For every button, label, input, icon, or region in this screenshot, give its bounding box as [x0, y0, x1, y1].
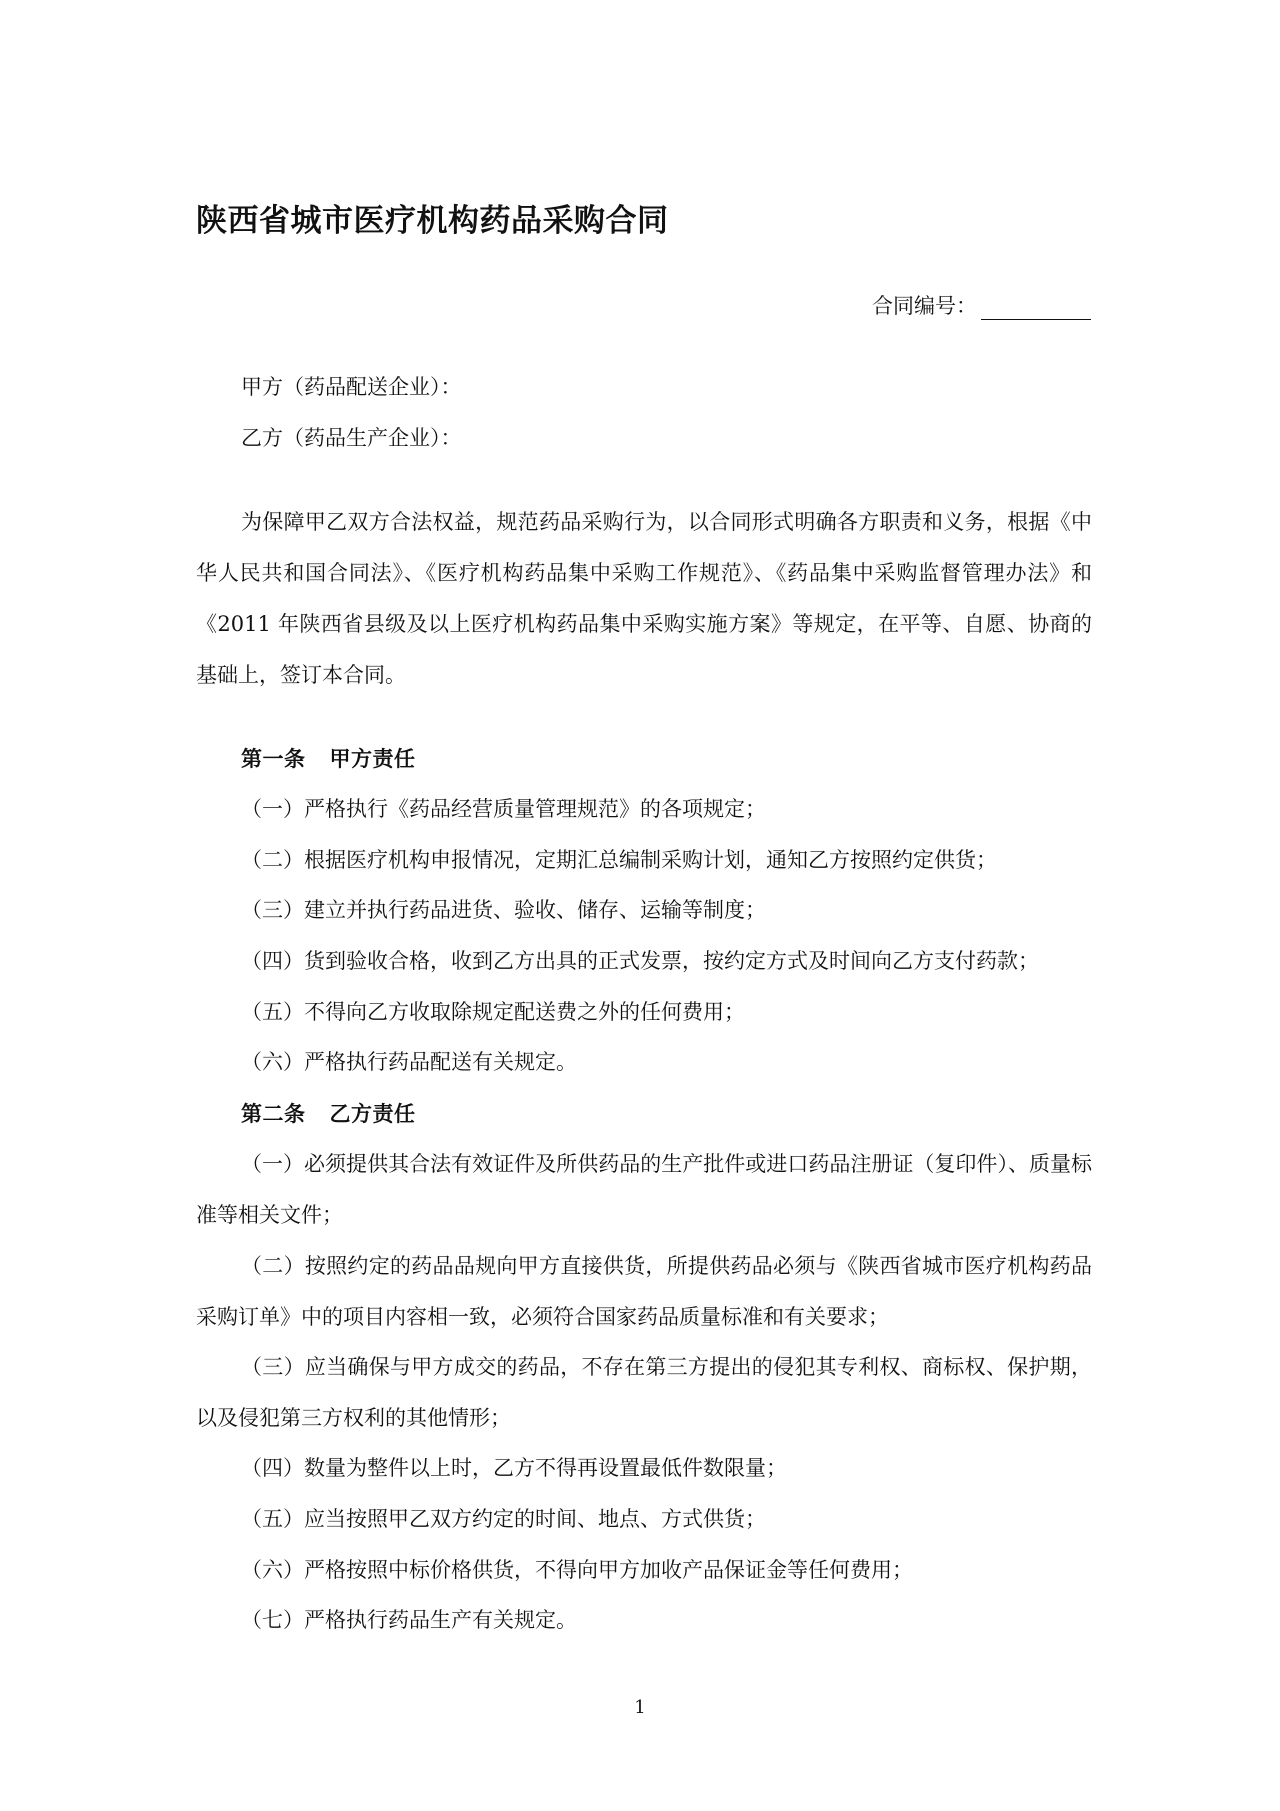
page-title: 陕西省城市医疗机构药品采购合同 — [196, 203, 669, 239]
article-1-title: 甲方责任 — [329, 746, 416, 771]
contract-number-label: 合同编号： — [872, 294, 977, 318]
party-a-line: 甲方（药品配送企业）： — [241, 375, 462, 399]
article-2-item: （二）按照约定的药品品规向甲方直接供货，所提供药品必须与《陕西省城市医疗机构药品采购订单》中的项目内容相一致，必须符合国家药品质量标准和有关要求； — [196, 1254, 1092, 1329]
article-1-number: 第一条 — [241, 746, 306, 771]
article-1-item: （五）不得向乙方收取除规定配送费之外的任何费用； — [241, 1000, 745, 1024]
party-b-line: 乙方（药品生产企业）： — [241, 426, 462, 450]
article-1-heading — [241, 748, 416, 769]
article-1-item: （三）建立并执行药品进货、验收、储存、运输等制度； — [241, 898, 766, 922]
article-2-item: （一）必须提供其合法有效证件及所供药品的生产批件或进口药品注册证（复印件）、质量标准等相关文件； — [196, 1152, 1092, 1227]
preamble-paragraph: 为保障甲乙双方合法权益，规范药品采购行为，以合同形式明确各方职责和义务，根据《中华人民共和国合同法》、《医疗机构药品集中采购工作规范》、《药品集中采购监督管理办法》和《2011 年陕西省县级及以上医疗机构药品集中采购实施方案》等规定，在平等、自愿、协商的基础上，签订本合同。 — [196, 510, 1092, 687]
article-2-number: 第二条 — [241, 1101, 306, 1126]
article-1-item: （一）严格执行《药品经营质量管理规范》的各项规定； — [241, 797, 766, 821]
article-1-item: （二）根据医疗机构申报情况，定期汇总编制采购计划，通知乙方按照约定供货； — [241, 848, 997, 872]
article-2-heading — [241, 1103, 416, 1124]
contract-number-blank — [981, 297, 1091, 320]
contract-number-field — [872, 290, 1091, 320]
article-2-item: （五）应当按照甲乙双方约定的时间、地点、方式供货； — [241, 1507, 766, 1531]
article-2-item: （四）数量为整件以上时，乙方不得再设置最低件数限量； — [241, 1456, 787, 1480]
article-2-item: （六）严格按照中标价格供货，不得向甲方加收产品保证金等任何费用； — [241, 1558, 913, 1582]
page-number: 1 — [634, 1697, 646, 1718]
article-2-item: （七）严格执行药品生产有关规定。 — [241, 1608, 577, 1632]
article-2-item: （三）应当确保与甲方成交的药品，不存在第三方提出的侵犯其专利权、商标权、保护期，以及侵犯第三方权利的其他情形； — [196, 1355, 1092, 1430]
article-2-title: 乙方责任 — [329, 1101, 416, 1126]
article-1-item: （六）严格执行药品配送有关规定。 — [241, 1050, 577, 1074]
article-1-item: （四）货到验收合格，收到乙方出具的正式发票，按约定方式及时间向乙方支付药款； — [241, 949, 1039, 973]
